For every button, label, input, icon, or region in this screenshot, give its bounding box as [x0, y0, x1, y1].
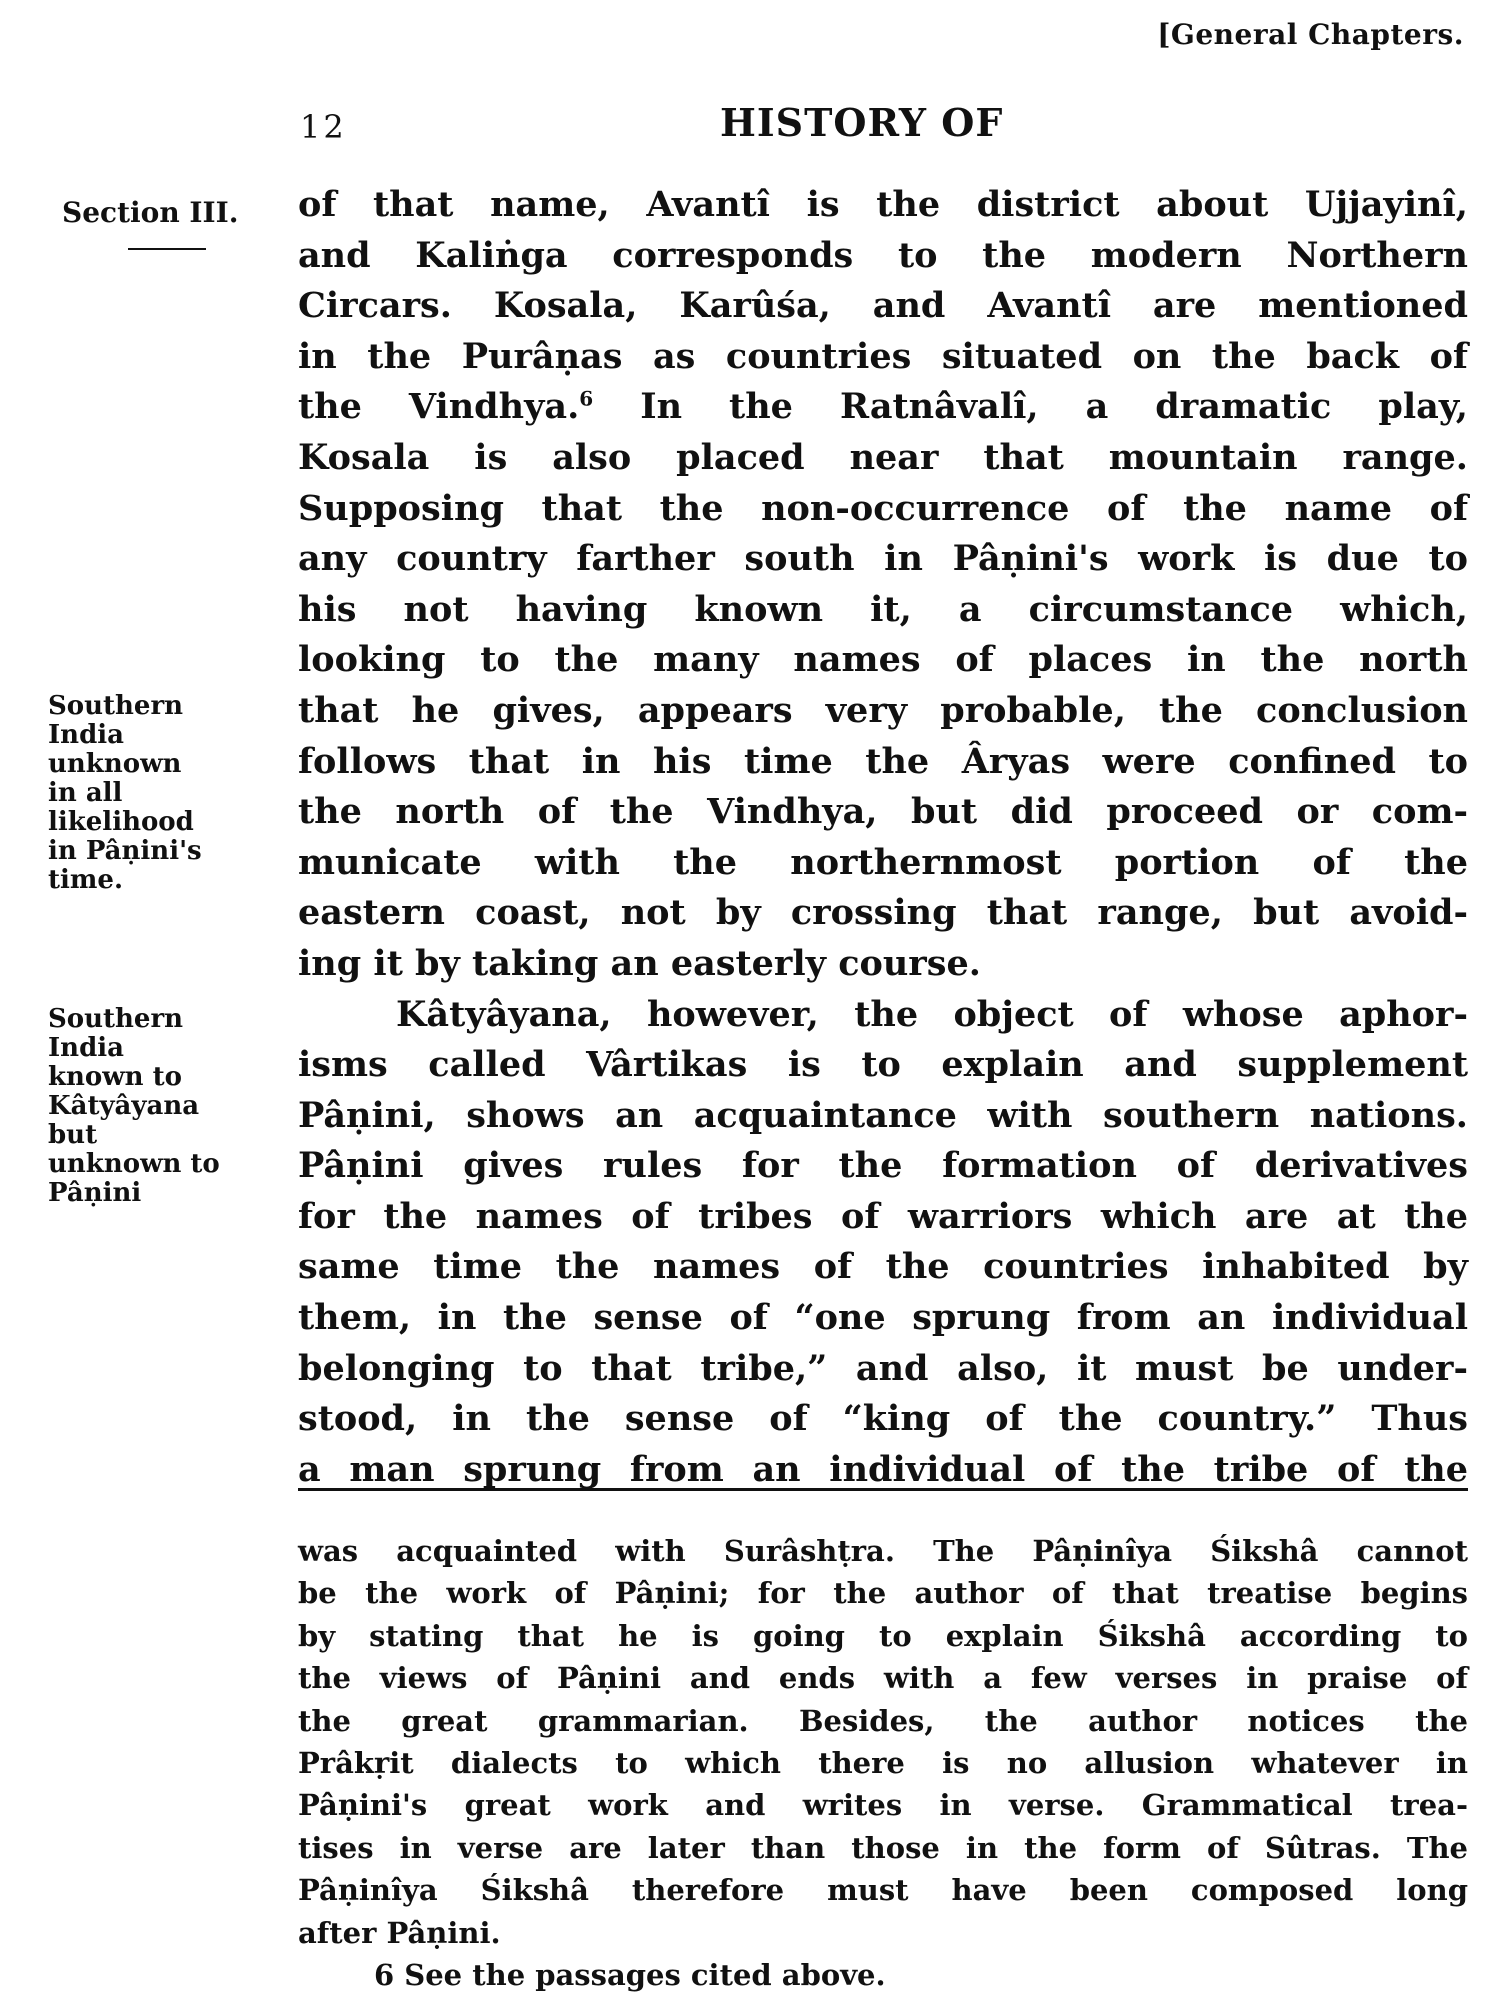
body-line: eastern coast, not by crossing that range, but avoid-	[298, 892, 1468, 934]
body-line: in the Purâṇas as countries situated on the back of	[298, 335, 1468, 377]
footnote-line: after Pâṇini.	[298, 1915, 501, 1950]
body-line: municate with the northernmost portion of the	[298, 841, 1468, 883]
footnote-line: by stating that he is going to explain Śikshâ according to	[298, 1618, 1468, 1653]
section-label: Section III.	[62, 196, 239, 229]
margin-note-line: unknown	[48, 749, 182, 779]
body-line: ing it by taking an easterly course.	[298, 942, 981, 984]
footnote-line: be the work of Pâṇini; for the author of that treatise begins	[298, 1576, 1468, 1611]
margin-note-line: Southern	[48, 691, 184, 721]
footnote-line: Prâkṛit dialects to which there is no allusion whatever in	[298, 1745, 1468, 1780]
margin-note-line: Pâṇini	[48, 1178, 142, 1208]
body-line: of that name, Avantî is the district about Ujjayinî,	[298, 184, 1468, 225]
body-line: that he gives, appears very probable, the conclusion	[298, 689, 1468, 731]
footnote-line: Pâṇinîya Śikshâ therefore must have been composed long	[298, 1873, 1468, 1908]
body-line: his not having known it, a circumstance which,	[298, 588, 1468, 630]
body-line: Supposing that the non-occurrence of the name of	[298, 487, 1468, 529]
margin-note-line: likelihood	[48, 807, 194, 837]
margin-note-southern-india-unknown	[48, 692, 288, 895]
margin-note-line: time.	[48, 865, 123, 895]
body-line: Kosala is also placed near that mountain range.	[298, 436, 1468, 478]
body-line: Pâṇini gives rules for the formation of derivatives	[298, 1145, 1468, 1187]
body-line-end: In the Ratnâvalî, a dramatic play,	[640, 386, 1468, 428]
margin-note-line: Kâtyâyana	[48, 1091, 200, 1121]
footnote-line: was acquainted with Surâshṭra. The Pâṇinîya Śikshâ cannot	[298, 1534, 1468, 1568]
body-line: looking to the many names of places in the north	[298, 639, 1468, 681]
body-line: follows that in his time the Âryas were confined to	[298, 740, 1468, 782]
body-text	[298, 180, 1468, 1495]
running-head: [General Chapters.	[1157, 18, 1464, 51]
margin-note-line: in Pâṇini's	[48, 836, 202, 866]
margin-note-line: unknown to	[48, 1149, 220, 1179]
body-line: isms called Vârtikas is to explain and supplement	[298, 1044, 1468, 1086]
body-line: same time the names of the countries inhabited by	[298, 1246, 1468, 1288]
body-line: for the names of tribes of warriors which are at the	[298, 1195, 1468, 1237]
margin-note-line: but	[48, 1120, 98, 1150]
footnote-reference: 6	[579, 386, 594, 411]
page-number: 12	[300, 108, 347, 146]
body-line: Kâtyâyana, however, the object of whose aphor-	[396, 993, 1468, 1035]
body-line: any country farther south in Pâṇini's work is due to	[298, 538, 1468, 580]
body-line: and Kaliṅga corresponds to the modern Northern	[298, 234, 1468, 276]
footnote-rule	[298, 1488, 1468, 1491]
margin-note-line: in all	[48, 778, 123, 808]
footnote-6: 6 See the passages cited above.	[374, 1957, 886, 1992]
body-line: belonging to that tribe,” and also, it must be under-	[298, 1347, 1468, 1389]
body-line-with-footnote-ref	[298, 382, 1468, 433]
body-line-start: the Vindhya.	[298, 386, 580, 428]
footnote-line: tises in verse are later than those in the form of Sûtras. The	[298, 1830, 1468, 1865]
margin-note-line: known to	[48, 1062, 182, 1092]
footnote-text	[298, 1530, 1468, 1996]
margin-note-line: India	[48, 720, 124, 750]
body-line: them, in the sense of “one sprung from an individual	[298, 1297, 1468, 1339]
footnote-line: the views of Pâṇini and ends with a few verses in praise of	[298, 1661, 1468, 1696]
footnote-line: Pâṇini's great work and writes in verse. Grammatical trea-	[298, 1788, 1468, 1823]
margin-note-line: India	[48, 1033, 124, 1063]
section-rule	[128, 248, 206, 250]
body-line: the north of the Vindhya, but did proceed or com-	[298, 791, 1468, 833]
margin-note-southern-india-known	[48, 1005, 288, 1208]
footnote-line: the great grammarian. Besides, the author notices the	[298, 1703, 1468, 1738]
margin-note-line: Southern	[48, 1004, 184, 1034]
body-line: a man sprung from an individual of the tribe of the	[298, 1448, 1468, 1490]
body-line: Circars. Kosala, Karûśa, and Avantî are mentioned	[298, 285, 1468, 327]
body-line: stood, in the sense of “king of the country.” Thus	[298, 1398, 1468, 1440]
body-line: Pâṇini, shows an acquaintance with southern nations.	[298, 1094, 1468, 1136]
page-title: HISTORY OF	[720, 100, 1004, 145]
